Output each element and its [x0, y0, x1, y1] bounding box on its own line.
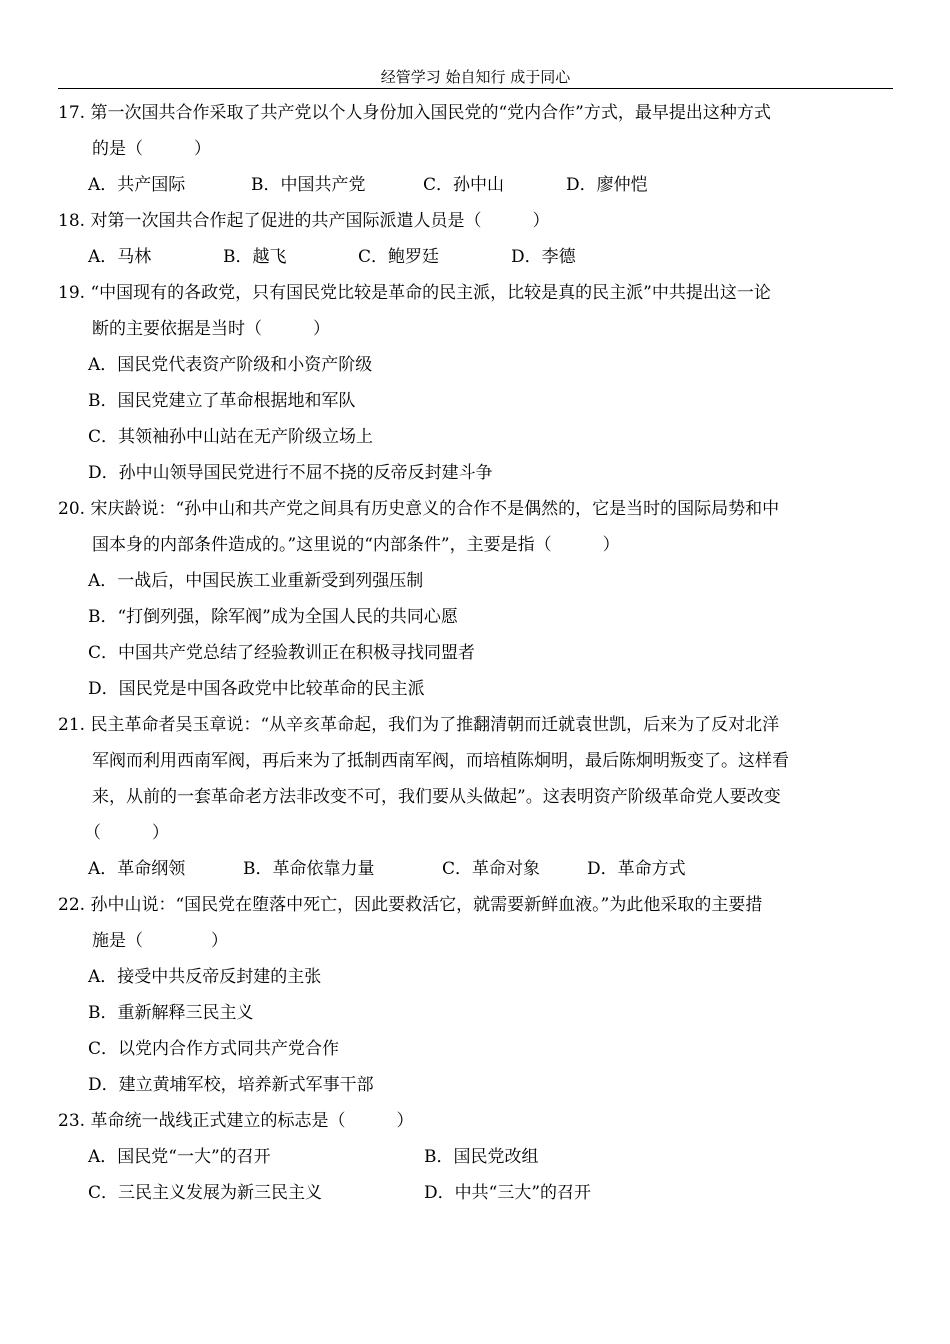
question-stem: 的是（ ）: [92, 139, 211, 159]
option-a: A．革命纲领: [88, 859, 186, 879]
question-19: [58, 275, 893, 491]
option-b: B．革命依靠力量: [243, 859, 375, 879]
option-a: A．共产国际: [88, 175, 186, 195]
question-stem: （ ）: [84, 823, 169, 843]
question-stem: 来，从前的一套革命老方法非改变不可，我们要从头做起”。这表明资产阶级革命党人要改变: [92, 787, 781, 807]
question-17: [58, 95, 893, 203]
question-stem: 18. 对第一次国共合作起了促进的共产国际派遣人员是（ ）: [58, 211, 550, 231]
option-a: A．一战后，中国民族工业重新受到列强压制: [88, 571, 424, 591]
option-b: B．国民党建立了革命根据地和军队: [88, 391, 356, 411]
option-d: D．孙中山领导国民党进行不屈不挠的反帝反封建斗争: [88, 463, 493, 483]
option-b: B．“打倒列强，除军阀”成为全国人民的共同心愿: [88, 607, 458, 627]
option-c: C．中国共产党总结了经验教训正在积极寻找同盟者: [88, 643, 476, 663]
option-c: C．以党内合作方式同共产党合作: [88, 1039, 340, 1059]
option-a: A．国民党“一大”的召开: [88, 1147, 271, 1167]
question-stem: 23. 革命统一战线正式建立的标志是（ ）: [58, 1111, 414, 1131]
option-d: D．建立黄埔军校，培养新式军事干部: [88, 1075, 374, 1095]
option-d: D．革命方式: [587, 859, 686, 879]
option-a: A．接受中共反帝反封建的主张: [88, 967, 322, 987]
option-a: A．国民党代表资产阶级和小资产阶级: [88, 355, 373, 375]
option-c: C．孙中山: [423, 175, 505, 195]
question-stem: 20. 宋庆龄说：“孙中山和共产党之间具有历史意义的合作不是偶然的，它是当时的国际局势和中: [58, 499, 780, 519]
question-23: [58, 1103, 893, 1211]
option-b: B．国民党改组: [424, 1147, 539, 1167]
question-20: [58, 491, 893, 707]
question-18: [58, 203, 893, 275]
question-stem: 断的主要依据是当时（ ）: [92, 319, 330, 339]
options-row: [58, 167, 893, 203]
option-b: B．中国共产党: [251, 175, 366, 195]
options-row: [58, 239, 893, 275]
option-b: B．重新解释三民主义: [88, 1003, 254, 1023]
option-d: D．廖仲恺: [566, 175, 648, 195]
question-21: [58, 707, 893, 887]
page-header: [58, 60, 893, 89]
question-stem: 施是（ ）: [92, 931, 228, 951]
option-c: C．革命对象: [442, 859, 541, 879]
question-list: [58, 95, 893, 1211]
question-stem: 22. 孙中山说：“国民党在堕落中死亡，因此要救活它，就需要新鲜血液。”为此他采取的主要措: [58, 895, 763, 915]
option-c: C．三民主义发展为新三民主义: [88, 1183, 323, 1203]
option-d: D．中共“三大”的召开: [424, 1183, 592, 1203]
option-d: D．国民党是中国各政党中比较革命的民主派: [88, 679, 425, 699]
option-a: A．马林: [88, 247, 152, 267]
options-row: [58, 851, 893, 887]
question-stem: 军阀而利用西南军阀，再后来为了抵制西南军阀，而培植陈炯明，最后陈炯明叛变了。这样看: [92, 751, 789, 771]
question-stem: 国本身的内部条件造成的。”这里说的“内部条件”，主要是指（ ）: [92, 535, 620, 555]
options-row: [58, 1175, 893, 1211]
option-b: B．越飞: [223, 247, 287, 267]
question-stem: 21. 民主革命者吴玉章说：“从辛亥革命起，我们为了推翻清朝而迁就袁世凯，后来为了反对北洋: [58, 715, 780, 735]
option-c: C．其领袖孙中山站在无产阶级立场上: [88, 427, 374, 447]
question-stem: 17. 第一次国共合作采取了共产党以个人身份加入国民党的“党内合作”方式，最早提出这种方式: [58, 103, 771, 123]
option-c: C．鲍罗廷: [358, 247, 440, 267]
option-d: D．李德: [511, 247, 576, 267]
question-22: [58, 887, 893, 1103]
options-row: [58, 1139, 893, 1175]
header-slogan: 经管学习 始自知行 成于同心: [380, 68, 571, 86]
question-stem: 19. “中国现有的各政党，只有国民党比较是革命的民主派，比较是真的民主派”中共提出这一论: [58, 283, 771, 303]
